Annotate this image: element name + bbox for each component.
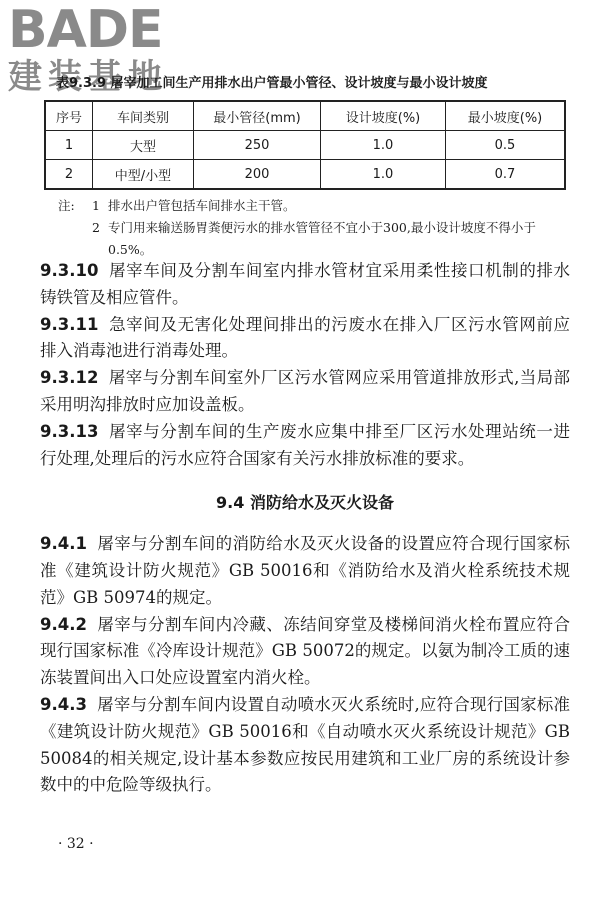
clause-text: 屠宰与分割车间的消防给水及灭火设备的设置应符合现行国家标准《建筑设计防火规范》GB 50016和《消防给水及消火栓系统技术规范》GB 50974的规定。 bbox=[40, 534, 570, 607]
page-number: · 32 · bbox=[58, 836, 94, 852]
clause-text: 屠宰与分割车间的生产废水应集中排至厂区污水处理站统一进行处理,处理后的污水应符合国家有关污水排放标准的要求。 bbox=[40, 421, 570, 468]
note-text: 排水出户管包括车间排水主干管。 bbox=[108, 198, 296, 213]
note-number: 2 bbox=[92, 220, 100, 235]
clause-text: 屠宰与分割车间内冷藏、冻结间穿堂及楼梯间消火栓布置应符合现行国家标准《冷库设计规范》GB 50072的规定。以氨为制冷工质的速冻装置间出入口处应设置室内消火栓。 bbox=[40, 614, 570, 688]
table-header-row bbox=[45, 101, 565, 131]
table-cell: 0.5 bbox=[446, 131, 566, 160]
clause-number: 9.4.1 bbox=[40, 534, 87, 554]
clause-number: 9.3.13 bbox=[40, 421, 99, 441]
clause-text: 屠宰与分割车间室外厂区污水管网应采用管道排放形式,当局部采用明沟排放时应加设盖板。 bbox=[40, 368, 570, 414]
clause-number: 9.3.11 bbox=[40, 314, 99, 334]
note-item bbox=[58, 217, 568, 261]
clause-paragraph bbox=[40, 692, 570, 799]
clause-text: 屠宰与分割车间内设置自动喷水灭火系统时,应符合现行国家标准《建筑设计防火规范》GB 50016和《自动喷水灭火系统设计规范》GB 50084的相关规定,设计基本参数应按民用建筑和工业厂房的系统设计参数中的中危险等级执行。 bbox=[40, 694, 570, 795]
note-number: 1 bbox=[92, 198, 100, 213]
note-label: 注: bbox=[58, 198, 75, 213]
header-cell: 车间类别 bbox=[93, 101, 194, 131]
note-item bbox=[58, 195, 568, 217]
clause-text: 屠宰车间及分割车间室内排水管材宜采用柔性接口机制的排水铸铁管及相应管件。 bbox=[40, 261, 570, 307]
table-cell: 中型/小型 bbox=[93, 160, 194, 190]
clause-text: 急宰间及无害化处理间排出的污废水在排入厂区污水管网前应排入消毒池进行消毒处理。 bbox=[40, 314, 570, 361]
header-cell: 设计坡度(%) bbox=[321, 101, 446, 131]
table-cell: 0.7 bbox=[446, 160, 566, 190]
table-cell: 1.0 bbox=[321, 160, 446, 190]
clause-paragraph bbox=[40, 258, 570, 312]
spec-table bbox=[44, 100, 566, 190]
table-caption: 表9.3.9 屠宰加工间生产用排水出户管最小管径、设计坡度与最小设计坡度 bbox=[56, 76, 488, 91]
table-cell: 大型 bbox=[93, 131, 194, 160]
header-cell: 最小管径(mm) bbox=[194, 101, 321, 131]
clause-number: 9.3.12 bbox=[40, 368, 99, 388]
clause-paragraph bbox=[40, 312, 570, 366]
table-cell: 200 bbox=[194, 160, 321, 190]
table-cell: 2 bbox=[45, 160, 93, 190]
clause-paragraph bbox=[40, 365, 570, 419]
clause-paragraph bbox=[40, 612, 570, 692]
table-row bbox=[45, 131, 565, 160]
clause-number: 9.3.10 bbox=[40, 261, 99, 280]
table-cell: 1 bbox=[45, 131, 93, 160]
clause-paragraph bbox=[40, 419, 570, 473]
table-notes bbox=[58, 195, 568, 261]
clause-number: 9.4.2 bbox=[40, 614, 87, 634]
clause-paragraph bbox=[40, 531, 570, 611]
clause-number: 9.4.3 bbox=[40, 694, 87, 714]
logo-text-cn: 建装基地 bbox=[8, 57, 168, 97]
table-row bbox=[45, 160, 565, 190]
table-cell: 250 bbox=[194, 131, 321, 160]
header-cell: 序号 bbox=[45, 101, 93, 131]
logo-text-en: BADE bbox=[8, 0, 163, 60]
note-text: 专门用来输送肠胃粪便污水的排水管管径不宜小于300,最小设计坡度不得小于0.5%。 bbox=[108, 220, 536, 257]
document-body bbox=[40, 258, 570, 799]
section-heading: 9.4 消防给水及灭火设备 bbox=[216, 493, 394, 513]
header-cell: 最小坡度(%) bbox=[446, 101, 566, 131]
table-cell: 1.0 bbox=[321, 131, 446, 160]
